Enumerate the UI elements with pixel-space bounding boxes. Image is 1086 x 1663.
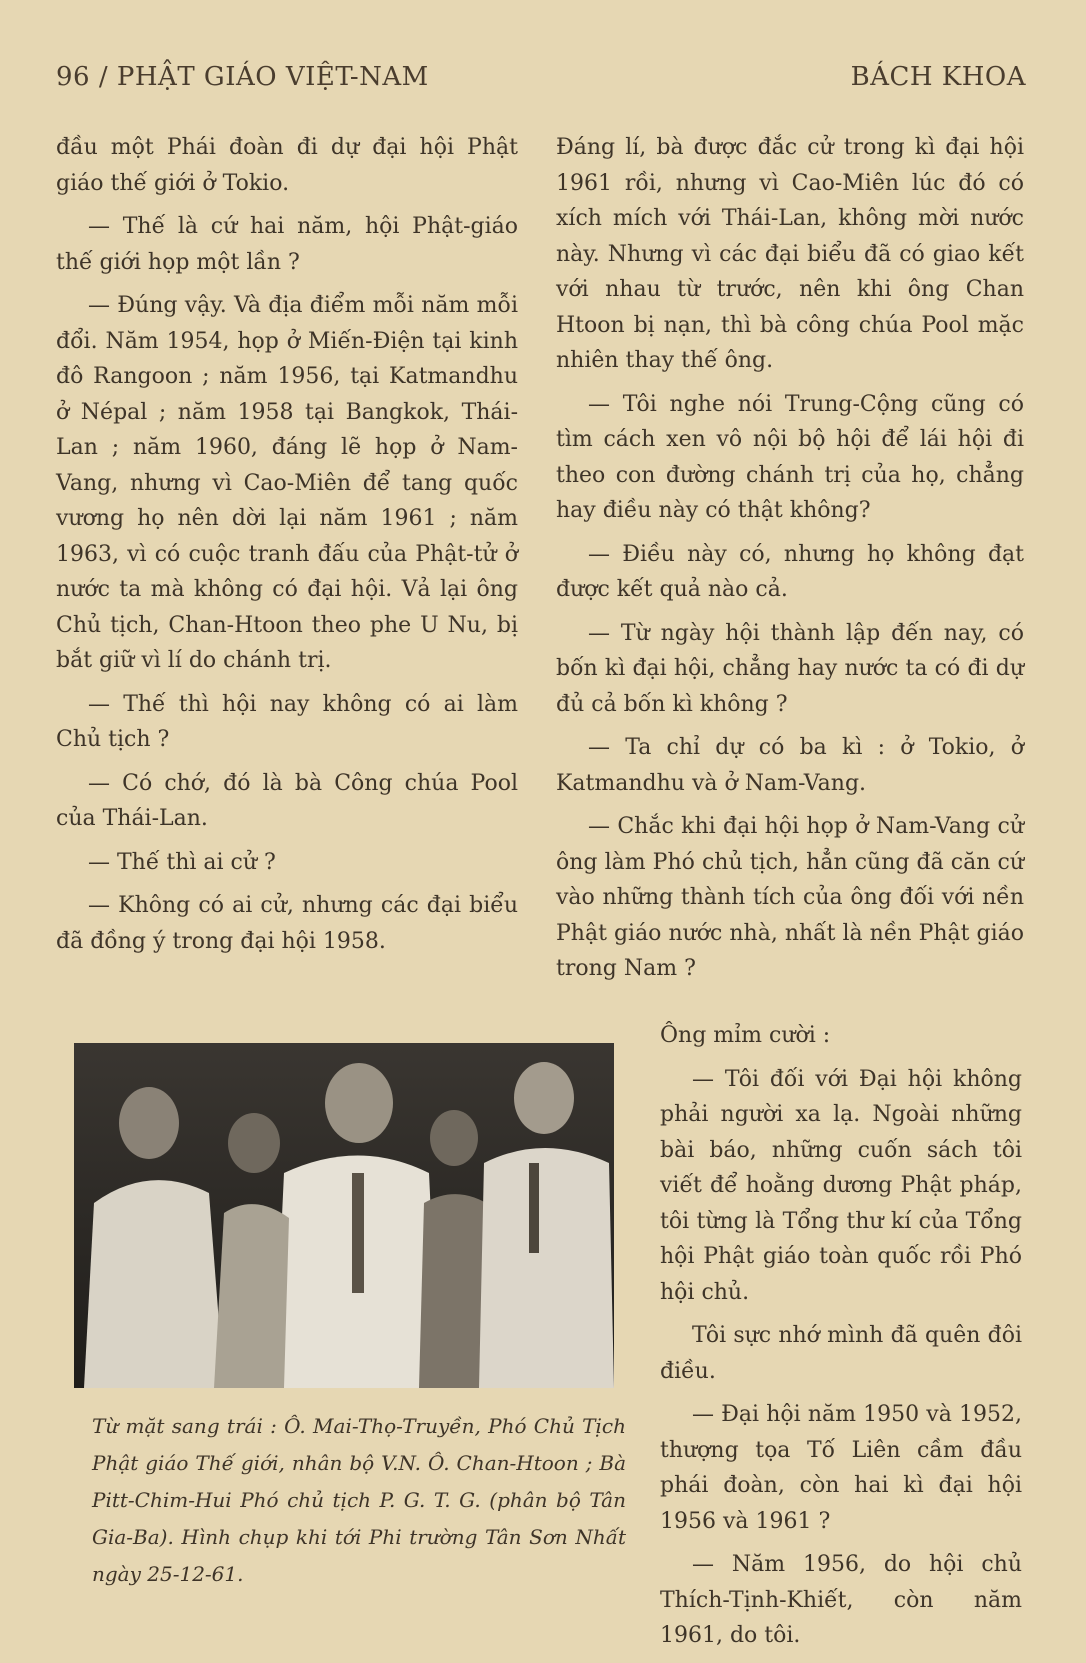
paragraph: — Thế là cứ hai năm, hội Phật-giáo thế giới họp một lần ? [56, 214, 518, 275]
group-photo [74, 1043, 614, 1388]
right-column-lower [660, 1018, 1022, 1662]
paragraph: — Tôi đối với Đại hội không phải người xa lạ. Ngoài những bài báo, những cuốn sách tôi viết để hoằng dương Phật pháp, tôi từng là Tổng thư kí của Tổng hội Phật giáo toàn quốc rồi Phó hội chủ. [660, 1066, 1022, 1305]
running-head-left: 96 / PHẬT GIÁO VIỆT-NAM [56, 62, 429, 92]
page-header [56, 62, 1026, 102]
right-column [556, 130, 1024, 995]
paragraph: — Thế thì hội nay không có ai làm Chủ tịch ? [56, 691, 518, 752]
paragraph: — Chắc khi đại hội họp ở Nam-Vang cử ông làm Phó chủ tịch, hẳn cũng đã căn cứ vào những thành tích của ông đối với nền Phật giáo nước nhà, nhất là nền Phật giáo trong Nam ? [556, 814, 1024, 981]
paragraph: Đáng lí, bà được đắc cử trong kì đại hội 1961 rồi, nhưng vì Cao-Miên lúc đó có xích mích với Thái-Lan, không mời nước này. Nhưng vì các đại biểu đã có giao kết với nhau từ trước, nên khi ông Chan Htoon bị nạn, thì bà công chúa Pool mặc nhiên thay thế ông. [556, 135, 1024, 373]
paragraph: đầu một Phái đoàn đi dự đại hội Phật giáo thế giới ở Tokio. [56, 135, 518, 196]
running-head-right: BÁCH KHOA [850, 62, 1026, 92]
paragraph: — Thế thì ai cử ? [88, 849, 276, 875]
photo-caption: Từ mặt sang trái : Ô. Mai-Thọ-Truyền, Phó Chủ Tịch Phật giáo Thế giới, nhân bộ V.N. Ô. Chan-Htoon ; Bà Pitt-Chim-Hui Phó chủ tịch P. G. T. G. (phân bộ Tân Gia-Ba). Hình chụp khi tới Phi trường Tân Sơn Nhất ngày 25-12-61. [92, 1414, 626, 1586]
paragraph: Tôi sực nhớ mình đã quên đôi điều. [660, 1323, 1022, 1384]
left-column [56, 130, 518, 967]
paragraph: — Đúng vậy. Và địa điểm mỗi năm mỗi đổi. Năm 1954, họp ở Miến-Điện tại kinh đô Rangoon ; năm 1956, tại Katmandhu ở Népal ; năm 1958 tại Bangkok, Thái-Lan ; năm 1960, đáng lẽ họp ở Nam-Vang, nhưng vì Cao-Miên để tang quốc vương họ nên dời lại năm 1961 ; năm 1963, vì có cuộc tranh đấu của Phật-tử ở nước ta mà không có đại hội. Vả lại ông Chủ tịch, Chan-Htoon theo phe U Nu, bị bắt giữ vì lí do chánh trị. [56, 293, 518, 673]
paragraph: — Đại hội năm 1950 và 1952, thượng tọa Tố Liên cầm đầu phái đoàn, còn hai kì đại hội 1956 và 1961 ? [660, 1402, 1022, 1534]
paragraph: — Có chớ, đó là bà Công chúa Pool của Thái-Lan. [56, 770, 518, 831]
paragraph: Ông mỉm cười : [660, 1023, 831, 1048]
paragraph: — Năm 1956, do hội chủ Thích-Tịnh-Khiết, còn năm 1961, do tôi. [660, 1552, 1022, 1648]
photo-illustration [74, 1043, 614, 1388]
paragraph: — Tôi nghe nói Trung-Cộng cũng có tìm cách xen vô nội bộ hội để lái hội đi theo con đường chánh trị của họ, chẳng hay điều này có thật không? [556, 391, 1024, 523]
paragraph: — Điều này có, nhưng họ không đạt được kết quả nào cả. [556, 541, 1024, 602]
paragraph: — Từ ngày hội thành lập đến nay, có bốn kì đại hội, chẳng hay nước ta có đi dự đủ cả bốn kì không ? [556, 620, 1024, 717]
paragraph: — Không có ai cử, nhưng các đại biểu đã đồng ý trong đại hội 1958. [56, 893, 518, 954]
paragraph: — Ta chỉ dự có ba kì : ở Tokio, ở Katmandhu và ở Nam-Vang. [556, 735, 1024, 796]
